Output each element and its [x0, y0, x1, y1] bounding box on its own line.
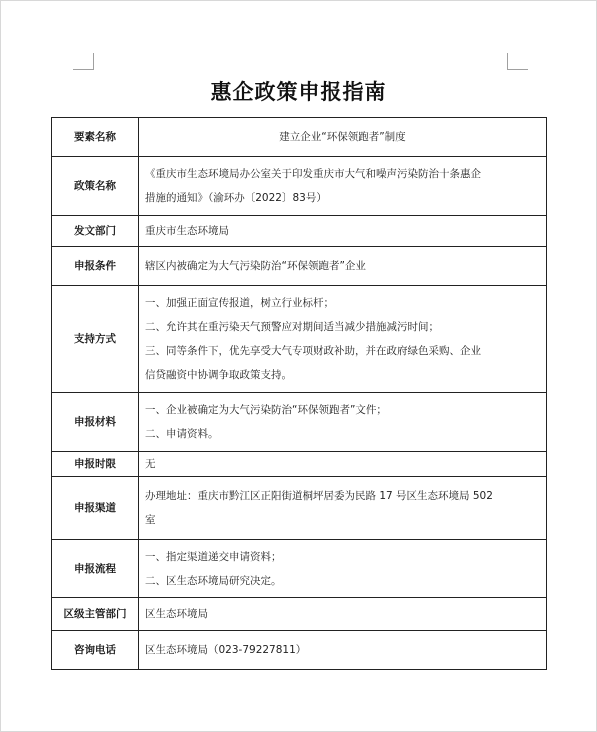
row-value	[139, 598, 547, 631]
row-value: 建立企业“环保领跑者”制度	[139, 118, 547, 157]
text-line: 《重庆市生态环境局办公室关于印发重庆市大气和噪声污染防治十条惠企	[145, 168, 481, 180]
row-label: 发文部门	[52, 216, 139, 247]
row-label: 申报时限	[52, 452, 139, 477]
text-line: 一、指定渠道递交申请资料；	[145, 550, 282, 563]
table-row	[52, 286, 547, 393]
text-line: 一、加强正面宣传报道，树立行业标杆；	[145, 297, 334, 309]
table-row	[52, 631, 547, 670]
text-line: 二、申请资料。	[145, 428, 219, 440]
table-row	[52, 540, 547, 598]
text-line: 区生态环境局（023-79227811）	[145, 644, 307, 656]
row-label: 咨询电话	[52, 631, 139, 670]
text-line: 无	[145, 458, 156, 470]
policy-guide-table	[51, 117, 547, 670]
table-row	[52, 393, 547, 452]
text-line: 信贷融资中协调争取政策支持。	[145, 369, 292, 381]
row-value	[139, 216, 547, 247]
row-label: 申报渠道	[52, 477, 139, 540]
row-value	[139, 452, 547, 477]
document-title: 惠企政策申报指南	[210, 79, 387, 104]
row-value	[139, 631, 547, 670]
text-line: 一、企业被确定为大气污染防治“环保领跑者”文件；	[145, 404, 387, 416]
text-line: 重庆市生态环境局	[145, 225, 229, 237]
table-row	[52, 247, 547, 286]
text-line: 辖区内被确定为大气污染防治“环保领跑者”企业	[145, 260, 366, 272]
table-row	[52, 216, 547, 247]
row-label: 申报材料	[52, 393, 139, 452]
margin-corner-mark	[73, 53, 94, 70]
text-line: 二、区生态环境局研究决定。	[145, 574, 282, 587]
text-line: 办理地址：重庆市黔江区正阳街道桐坪居委为民路 17 号区生态环境局 502	[145, 490, 493, 502]
table-row	[52, 118, 547, 157]
row-value	[139, 393, 547, 452]
row-label: 申报条件	[52, 247, 139, 286]
row-label: 区级主管部门	[52, 598, 139, 631]
table-row	[52, 477, 547, 540]
text-line: 区生态环境局	[145, 608, 208, 620]
text-line: 二、允许其在重污染天气预警应对期间适当减少措施减污时间；	[145, 321, 439, 333]
row-label: 支持方式	[52, 286, 139, 393]
row-value	[139, 540, 547, 598]
table-row	[52, 452, 547, 477]
row-label: 要素名称	[52, 118, 139, 157]
text-line: 三、同等条件下，优先享受大气专项财政补助，并在政府绿色采购、企业	[145, 345, 481, 357]
row-value	[139, 477, 547, 540]
row-value	[139, 157, 547, 216]
table-row	[52, 598, 547, 631]
row-value	[139, 286, 547, 393]
row-label: 政策名称	[52, 157, 139, 216]
row-value	[139, 247, 547, 286]
table-row	[52, 157, 547, 216]
text-line: 措施的通知》（渝环办〔2022〕83号）	[145, 192, 327, 204]
text-line: 室	[145, 514, 156, 526]
margin-corner-mark	[507, 53, 528, 70]
row-label: 申报流程	[52, 540, 139, 598]
